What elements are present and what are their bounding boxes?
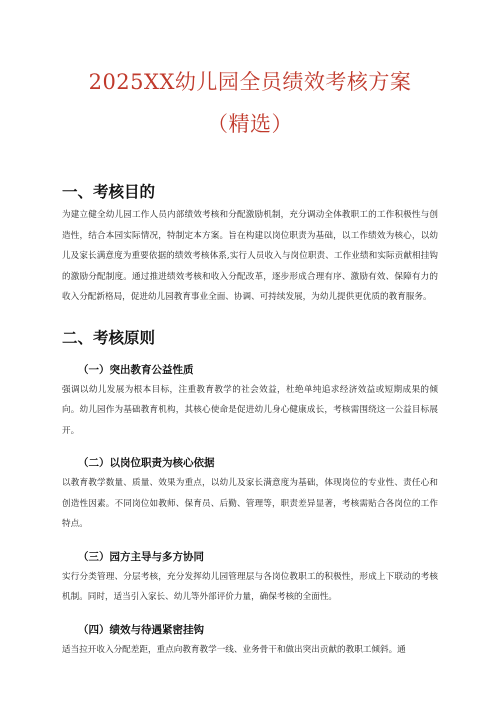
- section-paragraph-purpose: 为建立健全幼儿园工作人员内部绩效考核和分配激励机制，充分调动全体教职工的工作积极性与创造性，结合本园实际情况，特制定本方案。旨在构建以岗位职责为基础，以工作绩效为核心，以幼儿及家长满意度为重要依据的绩效考核体系,实行人员收入与岗位职责、工作业绩和实际贡献相挂钩的激励分配制度。通过推进绩效考核和收入分配改革，逐步形成合理有序、激励有效、保障有力的收入分配新格局，促进幼儿园教育事业全面、协调、可持续发展，为幼儿提供更优质的教育服务。: [62, 210, 438, 302]
- document-title: 2025XX幼儿园全员绩效考核方案: [88, 70, 412, 94]
- section-heading-purpose: 一、考核目的: [62, 183, 156, 201]
- section-heading-principles: 二、考核原则: [62, 328, 156, 347]
- subsection-paragraph-4: 适当拉开收入分配差距，重点向教育教学一线、业务骨干和做出突出贡献的教职工倾斜。通: [62, 644, 406, 655]
- subsection-paragraph-3: 实行分类管理、分层考核，充分发挥幼儿园管理层与各岗位教职工的积极性，形成上下联动的考核机制。同时，适当引入家长、幼儿等外部评价力量，确保考核的全面性。: [62, 571, 438, 602]
- subsection-heading-4: （四）绩效与待遇紧密挂钩: [78, 623, 204, 636]
- subsection-heading-2: （二）以岗位职责为核心依据: [78, 457, 215, 469]
- subsection-heading-3: （三）园方主导与多方协同: [78, 550, 204, 563]
- subsection-paragraph-2: 以教育教学数量、质量、效果为重点，以幼儿及家长满意度为基础，体现岗位的专业性、责任心和创造性因素。不同岗位如教师、保育员、后勤、管理等，职责差异显著，考核需贴合各岗位的工作特点。: [62, 478, 438, 529]
- subsection-heading-1: （一）突出教育公益性质: [78, 363, 194, 376]
- document-subtitle: （精选）: [207, 112, 293, 136]
- subsection-paragraph-1: 强调以幼儿发展为根本目标，注重教育教学的社会效益，杜绝单纯追求经济效益或短期成果的倾向。幼儿园作为基础教育机构，其核心使命是促进幼儿身心健康成长，考核需围绕这一公益目标展开。: [62, 384, 438, 436]
